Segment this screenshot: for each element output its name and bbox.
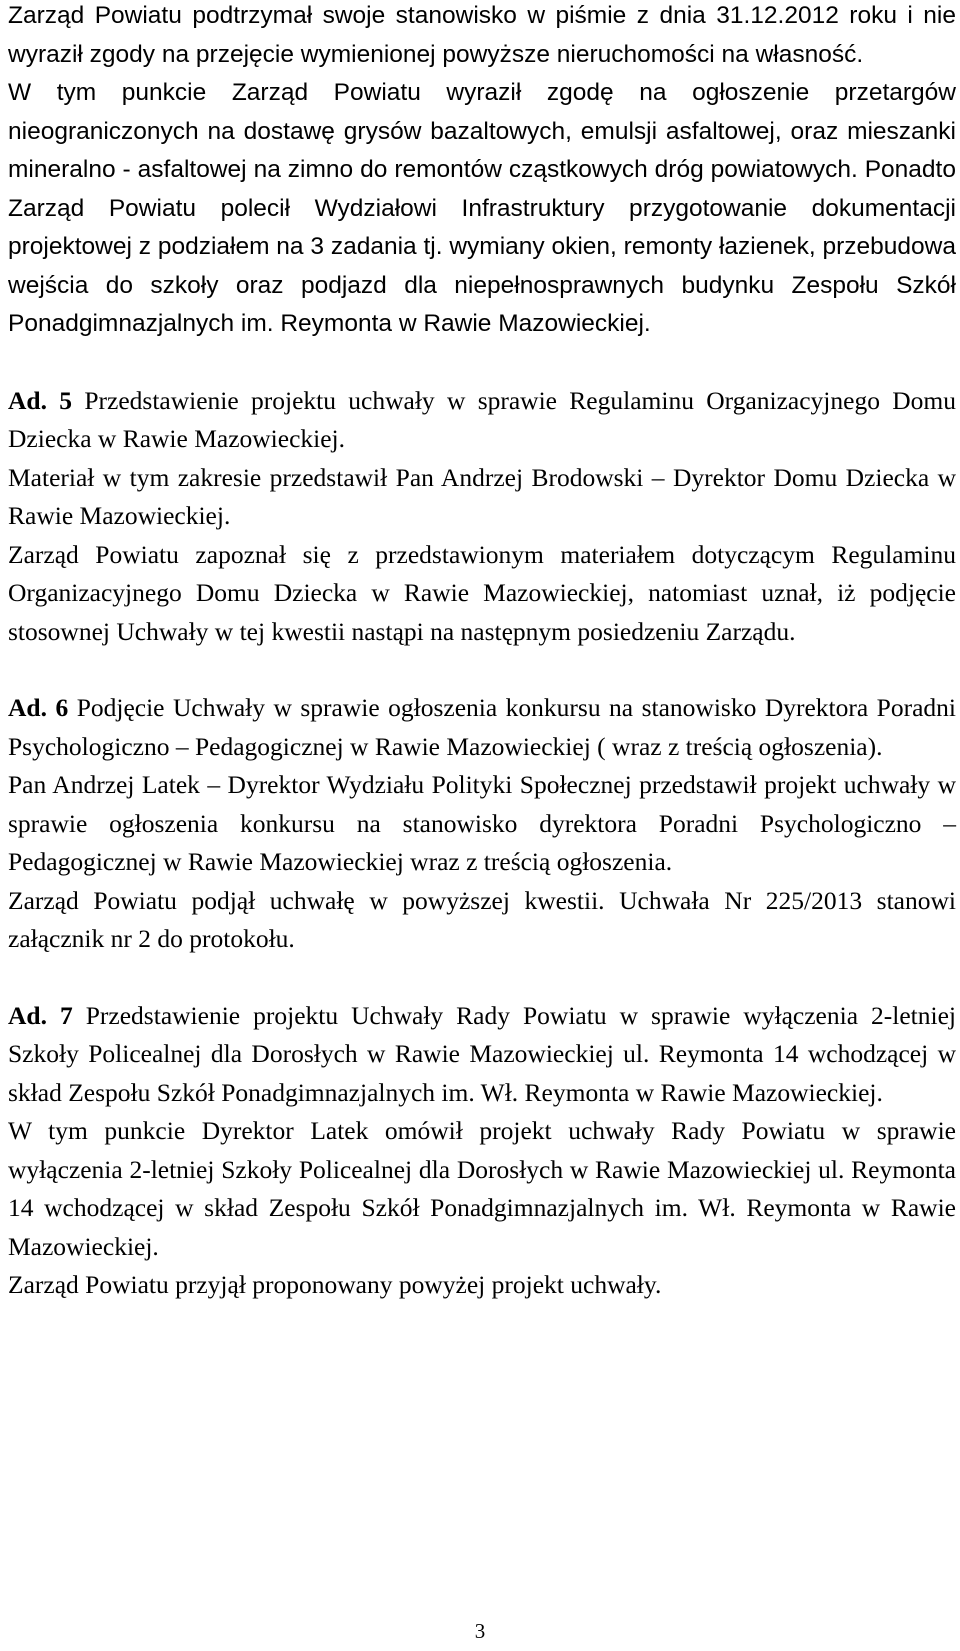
paragraph-tender-approval: W tym punkcie Zarząd Powiatu wyraził zgodę na ogłoszenie przetargów nieograniczonych na dostawę grysów bazaltowych, emulsji asfaltowej, oraz mieszanki mineralno - asfaltowej na zimno do remontów cząstkowych dróg powiatowych. Ponadto Zarząd Powiatu polecił Wydziałowi Infrastruktury przygotowanie dokumentacji projektowej z podziałem na 3 zadania tj. wymiany okien, remonty łazienek, przebudowa wejścia do szkoły oraz podjazd dla niepełnosprawnych budynku Zespołu Szkół Ponadgimnazjalnych im. Reymonta w Rawie Mazowieckiej. [8, 79, 956, 337]
agenda-item-6-presenter: Pan Andrzej Latek – Dyrektor Wydziału Polityki Społecznej przedstawił projekt uchwały w sprawie ogłoszenia konkursu na stanowisko dyrektora Poradni Psychologiczno – Pedagogicznej w Rawie Mazowieckiej wraz z treścią ogłoszenia. [8, 770, 956, 876]
page-number: 3 [474, 1619, 486, 1643]
agenda-item-5-label: Ad. 5 [8, 385, 73, 415]
agenda-item-5-decision: Zarząd Powiatu zapoznał się z przedstawionym materiałem dotyczącym Regulaminu Organizacyjnego Domu Dziecka w Rawie Mazowieckiej, natomiast uznał, iż podjęcie stosownej Uchwały w tej kwestii nastąpi na następnym posiedzeniu Zarządu. [8, 539, 956, 646]
paragraph-poviat-position: Zarząd Powiatu podtrzymał swoje stanowisko w piśmie z dnia 31.12.2012 roku i nie wyraził zgody na przejęcie wymienionej powyższe nieruchomości na własność. [8, 2, 956, 68]
agenda-item-5-title: Przedstawienie projektu uchwały w sprawie Regulaminu Organizacyjnego Domu Dziecka w Rawie Mazowieckiej. [8, 385, 957, 453]
agenda-item-6-title: Podjęcie Uchwały w sprawie ogłoszenia konkursu na stanowisko Dyrektora Poradni Psychologiczno – Pedagogicznej w Rawie Mazowieckiej ( wraz z treścią ogłoszenia). [8, 693, 956, 761]
agenda-item-7-title: Przedstawienie projektu Uchwały Rady Powiatu w sprawie wyłączenia 2-letniej Szkoły Policealnej dla Dorosłych w Rawie Mazowieckiej ul. Reymonta 14 wchodzącej w skład Zespołu Szkół Ponadgimnazjalnych im. Wł. Reymonta w Rawie Mazowieckiej. [8, 1000, 956, 1107]
agenda-item-5-presenter: Materiał w tym zakresie przedstawił Pan Andrzej Brodowski – Dyrektor Domu Dziecka w Rawie Mazowieckiej. [8, 462, 956, 530]
agenda-item-5-heading [8, 382, 956, 459]
document-body [8, 0, 956, 1305]
paragraph-spacer [8, 344, 956, 382]
agenda-item-7-heading [8, 997, 956, 1113]
agenda-item-6-label: Ad. 6 [8, 693, 69, 722]
agenda-item-7-discussion: W tym punkcie Dyrektor Latek omówił projekt uchwały Rady Powiatu w sprawie wyłączenia 2-letniej Szkoły Policealnej dla Dorosłych w Rawie Mazowieckiej ul. Reymonta 14 wchodzącej w skład Zespołu Szkół Ponadgimnazjalnych im. Wł. Reymonta w Rawie Mazowieckiej. [8, 1116, 956, 1261]
agenda-item-6-heading [8, 689, 956, 766]
paragraph-spacer [8, 959, 956, 997]
agenda-item-6-decision: Zarząd Powiatu podjął uchwałę w powyższej kwestii. Uchwała Nr 225/2013 stanowi załącznik nr 2 do protokołu. [8, 885, 956, 953]
agenda-item-7-decision: Zarząd Powiatu przyjął proponowany powyżej projekt uchwały. [8, 1270, 662, 1299]
agenda-item-7-label: Ad. 7 [8, 1000, 73, 1030]
paragraph-spacer [8, 651, 956, 689]
